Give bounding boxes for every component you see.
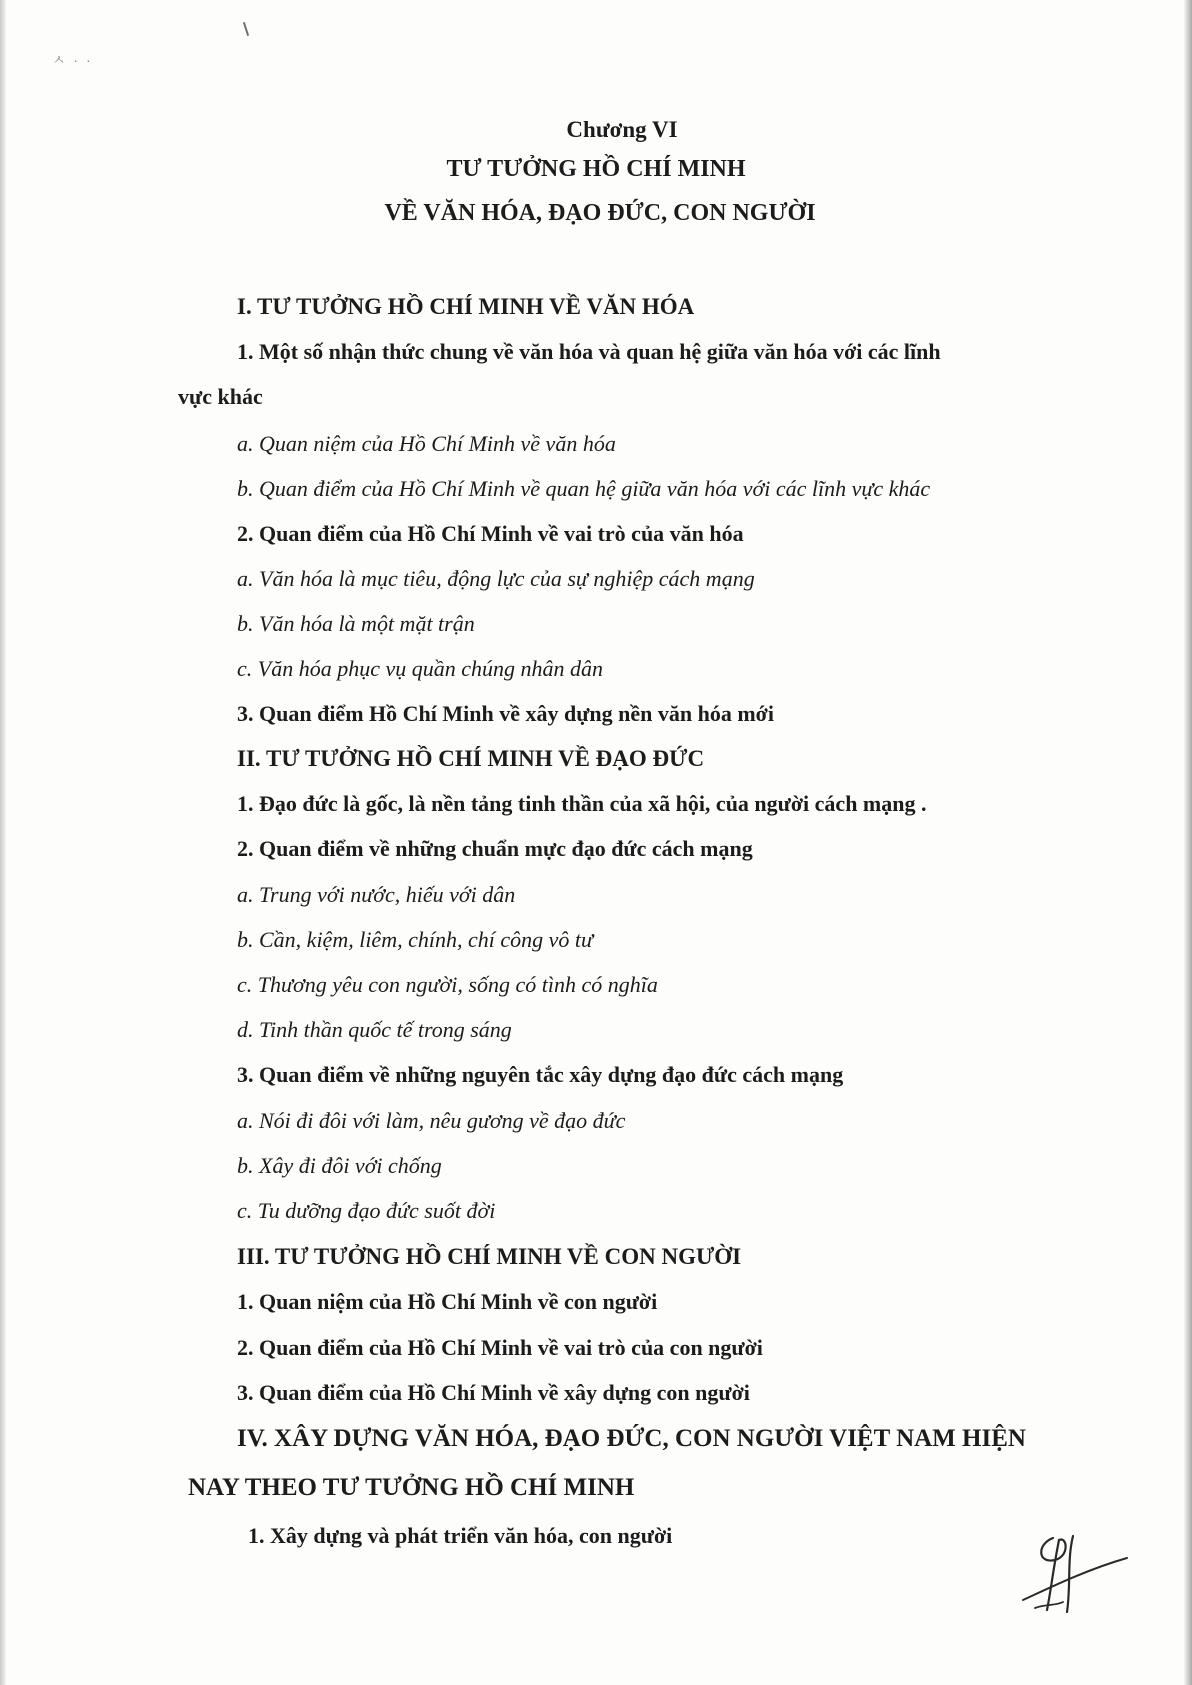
section-1-item-1-line-2: vực khác [178, 384, 263, 409]
section-2-item-3-c: c. Tu dưỡng đạo đức suốt đời [237, 1198, 496, 1223]
section-3-item-3: 3. Quan điểm của Hồ Chí Minh về xây dựng con người [237, 1380, 750, 1405]
section-3-item-2: 2. Quan điểm của Hồ Chí Minh về vai trò của con người [237, 1335, 763, 1360]
section-2-item-2: 2. Quan điểm về những chuẩn mực đạo đức cách mạng [237, 836, 753, 861]
section-2-item-3-a: a. Nói đi đôi với làm, nêu gương về đạo đức [237, 1108, 626, 1133]
section-1-item-1-a: a. Quan niệm của Hồ Chí Minh về văn hóa [237, 431, 616, 456]
section-1-item-2-c: c. Văn hóa phục vụ quần chúng nhân dân [237, 656, 603, 681]
chapter-title-line-2: VỀ VĂN HÓA, ĐẠO ĐỨC, CON NGƯỜI [384, 200, 816, 226]
section-2-item-2-b: b. Cần, kiệm, liêm, chính, chí công vô tư [237, 927, 593, 952]
section-1-item-1-b: b. Quan điểm của Hồ Chí Minh về quan hệ giữa văn hóa với các lĩnh vực khác [237, 476, 931, 501]
stray-pen-mark [243, 22, 249, 36]
scan-edge-left [0, 0, 6, 1685]
signature-mark [1015, 1530, 1135, 1620]
section-1-item-3: 3. Quan điểm Hồ Chí Minh về xây dựng nền văn hóa mới [237, 701, 774, 726]
section-4-item-1: 1. Xây dựng và phát triển văn hóa, con người [248, 1523, 673, 1548]
section-1-item-2-b: b. Văn hóa là một mặt trận [237, 611, 475, 636]
section-2-item-3: 3. Quan điểm về những nguyên tắc xây dựng đạo đức cách mạng [237, 1062, 844, 1087]
section-1-item-1-line-1: 1. Một số nhận thức chung về văn hóa và quan hệ giữa văn hóa với các lĩnh [237, 339, 941, 364]
section-2-item-3-b: b. Xây đi đôi với chống [237, 1153, 442, 1178]
section-1-item-2: 2. Quan điểm của Hồ Chí Minh về vai trò của văn hóa [237, 521, 744, 546]
section-1-heading: I. TƯ TƯỞNG HỒ CHÍ MINH VỀ VĂN HÓA [237, 294, 695, 319]
section-4-heading-line-1: IV. XÂY DỰNG VĂN HÓA, ĐẠO ĐỨC, CON NGƯỜI VIỆT NAM HIỆN [237, 1425, 1026, 1452]
section-2-item-1: 1. Đạo đức là gốc, là nền tảng tinh thần của xã hội, của người cách mạng . [237, 791, 927, 816]
section-2-item-2-a: a. Trung với nước, hiếu với dân [237, 882, 516, 907]
chapter-title-line-1: TƯ TƯỞNG HỒ CHÍ MINH [446, 156, 746, 182]
section-2-item-2-d: d. Tinh thần quốc tế trong sáng [237, 1017, 512, 1042]
section-2-item-2-c: c. Thương yêu con người, sống có tình có nghĩa [237, 972, 658, 997]
section-1-item-2-a: a. Văn hóa là mục tiêu, động lực của sự nghiệp cách mạng [237, 566, 755, 591]
scan-edge-right [1184, 0, 1192, 1685]
section-3-heading: III. TƯ TƯỞNG HỒ CHÍ MINH VỀ CON NGƯỜI [237, 1244, 742, 1269]
section-3-item-1: 1. Quan niệm của Hồ Chí Minh về con người [237, 1289, 658, 1314]
corner-scribble: ㅅ · · [52, 52, 93, 68]
section-2-heading: II. TƯ TƯỞNG HỒ CHÍ MINH VỀ ĐẠO ĐỨC [237, 746, 705, 771]
chapter-label: Chương VI [566, 117, 678, 142]
section-4-heading-line-2: NAY THEO TƯ TƯỞNG HỒ CHÍ MINH [188, 1474, 635, 1501]
